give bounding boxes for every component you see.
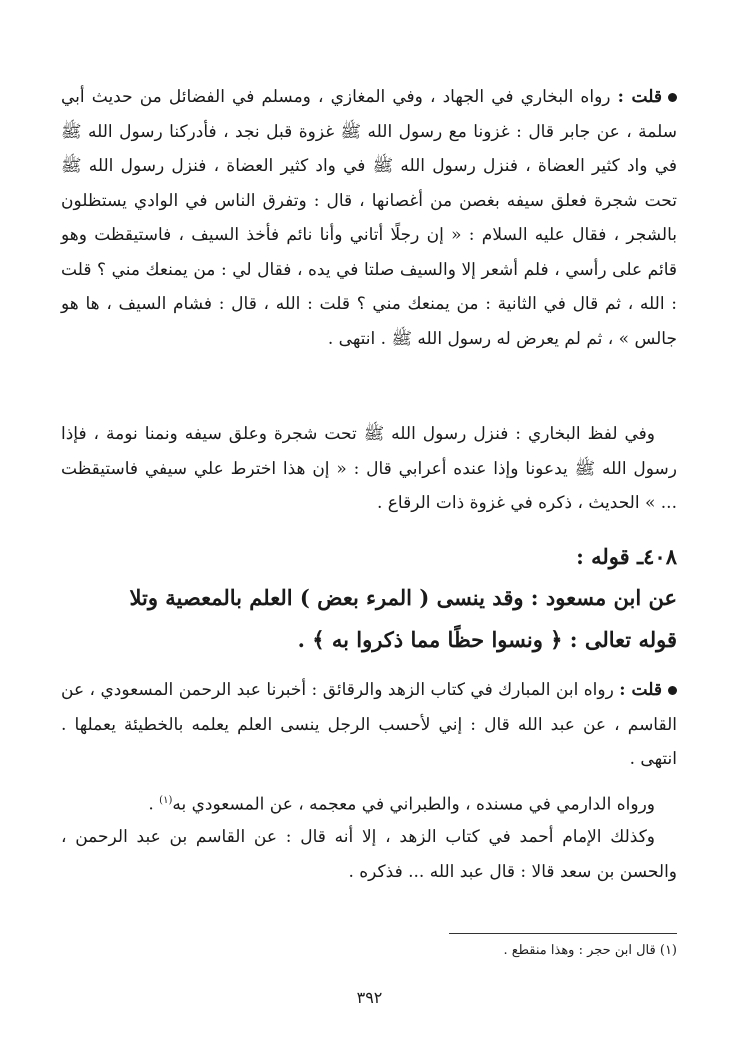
- item-title: قوله :: [576, 544, 630, 569]
- commentary-text: رواه ابن المبارك في كتاب الزهد والرقائق : أخبرنا عبد الرحمن المسعودي ، عن القاسم ، عن عبد الله قال : إني لأحسب الرجل ينسى العلم يعلمه بالخطيئة يعملها . انتهى .: [61, 680, 677, 769]
- bullet-icon: [668, 686, 677, 695]
- commentary-text: وفي لفظ البخاري : فنزل رسول الله ﷺ تحت شجرة وعلق سيفه ونمنا نومة ، فإذا رسول الله ﷺ يدعونا وإذا عنده أعرابي قال : « إن هذا اخترط علي سيفي فاستيقظت ... » الحديث ، ذكره في غزوة ذات الرقاع .: [61, 424, 677, 513]
- footnote: [61, 940, 677, 962]
- page-number: ٣٩٢: [356, 988, 383, 1007]
- item-number: ٤٠٨ـ: [637, 544, 677, 569]
- commentary-text: ورواه الدارمي في مسنده ، والطبراني في معجمه ، عن المسعودي به: [172, 794, 655, 815]
- commentary-paragraph-5: [61, 820, 677, 889]
- commentary-paragraph-1: [61, 80, 677, 356]
- footnote-text: قال ابن حجر : وهذا منقطع .: [503, 943, 656, 958]
- commentary-label: قلت :: [619, 680, 662, 700]
- footnote-divider: [449, 933, 677, 934]
- item-heading: [61, 537, 677, 577]
- commentary-text: رواه البخاري في الجهاد ، وفي المغازي ، ومسلم في الفضائل من حديث أبي سلمة ، عن جابر قال : غزونا مع رسول الله ﷺ غزوة قبل نجد ، فأدركنا رسول الله ﷺ في واد كثير العضاة ، فنزل رسول الله ﷺ في واد كثير العضاة ، فنزل رسول الله ﷺ تحت شجرة فعلق سيفه بغصن من أغصانها ، قال : وتفرق الناس في الوادي يستظلون بالشجر ، فقال عليه السلام : « إن رجلًا أتاني وأنا نائم فأخذ السيف ، فاستيقظت وهو قائم على رأسي ، فلم أشعر إلا والسيف صلتا في يده ، فقال لي : من يمنعك مني ؟ قلت : الله ، ثم قال في الثانية : من يمنعك مني ؟ قلت : الله ، قال : فشام السيف ، ها هو جالس » ، ثم لم يعرض له رسول الله ﷺ . انتهى .: [61, 87, 677, 349]
- commentary-label: قلت :: [617, 87, 662, 107]
- item-quote-line: عن ابن مسعود : وقد ينسى ( المرء بعض ) العلم بالمعصية وتلا: [129, 585, 677, 610]
- commentary-paragraph-2: [61, 417, 677, 521]
- item-quote-line: قوله تعالى : ﴿ ونسوا حظًا مما ذكروا به ﴾ .: [297, 627, 677, 652]
- footnote-number: (١): [659, 943, 677, 958]
- bullet-icon: [668, 93, 677, 102]
- item-quote: [61, 577, 677, 661]
- footnote-reference[interactable]: (١): [159, 795, 173, 806]
- commentary-paragraph-3: [61, 673, 677, 777]
- commentary-text: وكذلك الإمام أحمد في كتاب الزهد ، إلا أنه قال : عن القاسم بن عبد الرحمن ، والحسن بن سعد قالا : قال عبد الله ... فذكره .: [61, 827, 677, 882]
- commentary-paragraph-4: ورواه الدارمي في مسنده ، والطبراني في معجمه ، عن المسعودي به$^{(١)}$ .: [148, 794, 655, 815]
